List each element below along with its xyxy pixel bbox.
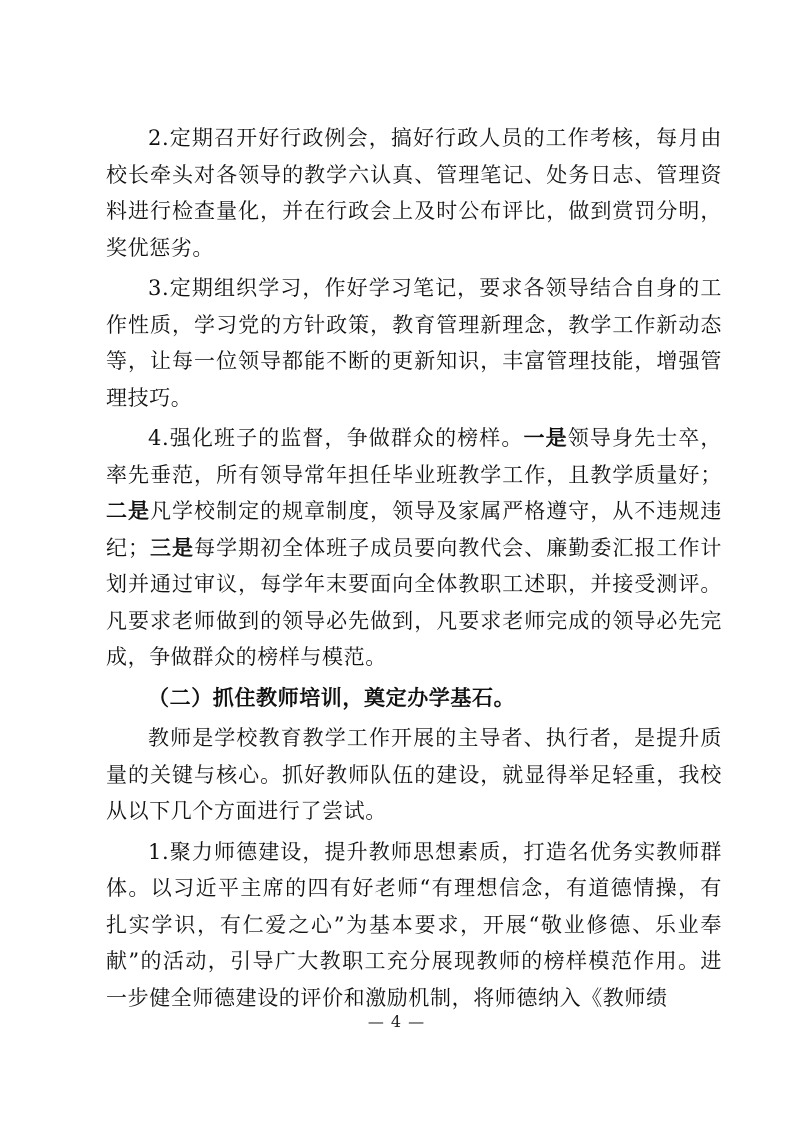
paragraph-admin-meeting: 2.定期召开好行政例会，搞好行政人员的工作考核，每月由校长牵头对各领导的教学六认真、管理笔记、处务日志、管理资料进行检查量化，并在行政会上及时公布评比，做到赏罚分明，奖优惩劣。: [106, 126, 722, 260]
supervision-first: 领导身先士卒，率先垂范，所有领导常年担任毕业班教学工作，且教学质量好；: [106, 426, 723, 487]
page-number: — 4 —: [367, 1012, 426, 1031]
paragraph-teacher-intro: 教师是学校教育教学工作开展的主导者、执行者，是提升质量的关键与核心。抓好教师队伍的建设，就显得举足轻重，我校从以下几个方面进行了尝试。: [106, 726, 722, 823]
section-heading: （二）抓住教师培训，奠定办学基石。: [148, 684, 516, 710]
label-second: 二是: [106, 498, 151, 523]
label-first: 一是: [523, 425, 568, 450]
supervision-third: 每学期初全体班子成员要向教代会、廉勤委汇报工作计划并通过审议，每学年末要面向全体教职工述职，并接受测评。凡要求老师做到的领导必先做到，凡要求老师完成的领导必先完成，争做群众的榜样与模范。: [106, 535, 723, 669]
supervision-second: 凡学校制定的规章制度，领导及家属严格遵守，从不违规违纪；: [106, 499, 722, 560]
paragraph-teacher-ethics: 1.聚力师德建设，提升教师思想素质，打造名优务实教师群体。以习近平主席的四有好老师“有理想信念，有道德情操，有扎实学识，有仁爱之心”为基本要求，开展“敬业修德、乐业奉献”的活动，引导广大教职工充分展现教师的榜样模范作用。进一步健全师德建设的评价和激励机制，将师德纳入《教师绩: [106, 839, 722, 1010]
paragraph-supervision: [106, 420, 722, 676]
supervision-intro: 4.强化班子的监督，争做群众的榜样。: [148, 426, 524, 450]
document-body: [106, 120, 722, 1020]
paragraph-study: 3.定期组织学习，作好学习笔记，要求各领导结合自身的工作性质，学习党的方针政策，教育管理新理念，教学工作新动态等，让每一位领导都能不断的更新知识，丰富管理技能，增强管理技巧。: [106, 276, 722, 410]
label-third: 三是: [149, 534, 195, 560]
